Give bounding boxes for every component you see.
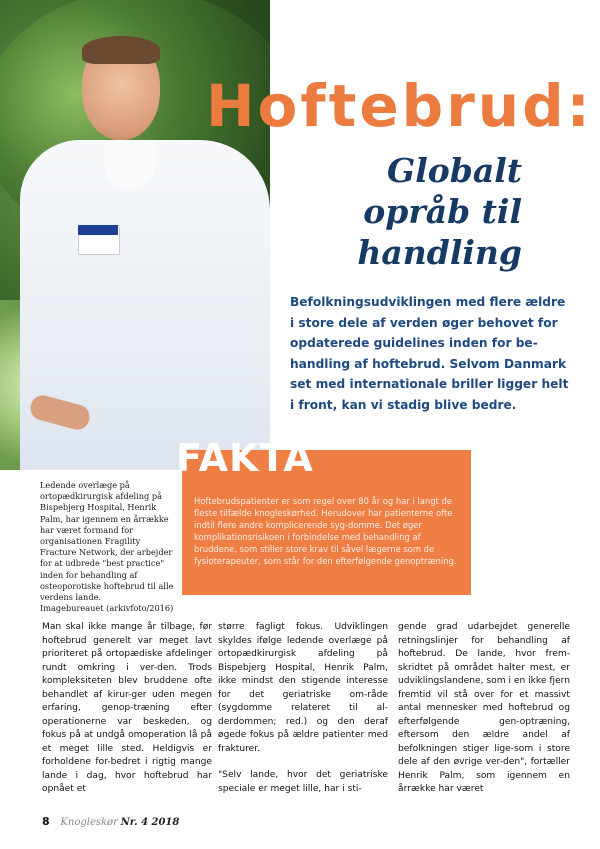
photo-caption xyxy=(40,480,178,614)
fakta-heading: FAKTA xyxy=(176,436,314,480)
caption-text: Ledende overlæge på ortopædkirurgisk afdeling på Bispebjerg Hospital, Henrik Palm, har igennem en årrække har været formand for organisationen Fragility Fracture Network, der arbejder for at udbrede "best practice" inden for behandling af osteoporotiske hoftebrud til alle verdens lande. xyxy=(40,480,174,603)
body-column-3 xyxy=(398,621,570,797)
issue-number: Nr. 4 2018 xyxy=(120,817,180,828)
body-column-1 xyxy=(42,621,212,797)
lead-line: handling af hoftebrud. Selvom Danmark xyxy=(290,356,567,371)
subtitle-line: handling xyxy=(357,233,522,272)
subtitle-line: opråb til xyxy=(363,192,522,231)
body-paragraph: gende grad udarbejdet generelle retningslinjer for behandling af hoftebrud. De lande, hvor frem-skridtet på området halter mest, er udviklingslandene, som i en ikke fjern fremtid vil stå over for et massivt antal mennesker med hoftebrud og efterfølgende gen-optræning, eftersom den ældre andel af befolkningen stiger lige-som i store dele af den øvrige ver-den", fortæller Henrik Palm, som igennem en årrække har været xyxy=(398,622,571,794)
lead-line: opdaterede guidelines inden for be- xyxy=(290,336,538,350)
article-subtitle xyxy=(300,150,522,273)
lead-line: i front, kan vi stadig blive bedre. xyxy=(290,397,517,412)
article-lead xyxy=(290,292,590,415)
page-number: 8 xyxy=(42,815,50,828)
fakta-text: Hoftebrudspatienter er som regel over 80 år og har i langt de fleste tilfælde knogleskørhed. Herudover har patienterne ofte indtil flere andre komplicerende syg-domme. Det øger komplikationsrisikoen i forbindelse med behandling af bruddene, som stiller store krav til såvel lægerne som de fysioterapeuter, som står for den efterfølgende genoptræning. xyxy=(194,496,457,566)
page-footer xyxy=(42,815,179,830)
body-paragraph: større fagligt fokus. Udviklingen skyldes ifølge ledende overlæge på ortopædkirurgisk afdeling på Bispebjerg Hospital, Henrik Palm, ikke mindst den stigende interesse for det geriatriske om-råde (sygdomme relateret til al-derdommen; red.) og den deraf øgede fokus på ældre patienter med frakturer. xyxy=(218,622,388,754)
body-paragraph: "Selv lande, hvor det geriatriske speciale er meget lille, har i sti- xyxy=(218,770,388,794)
photo-hair xyxy=(82,36,160,64)
photo-tshirt xyxy=(105,140,155,190)
cover-photo-doctor xyxy=(0,0,270,470)
lead-line: Befolkningsudviklingen med flere ældre xyxy=(290,295,566,309)
lead-line: i store dele af verden øger behovet for xyxy=(290,315,558,330)
photo-credit: Imagebureauet (arkivfoto/2016) xyxy=(40,603,174,614)
article-title: Hoftebrud: xyxy=(206,72,593,140)
lead-line: set med internationale briller ligger helt xyxy=(290,377,569,391)
photo-id-badge-stripe xyxy=(78,225,118,235)
subtitle-line: Globalt xyxy=(387,151,522,190)
magazine-name: Knogleskør xyxy=(60,817,118,828)
body-column-2 xyxy=(218,621,388,796)
body-paragraph: Man skal ikke mange år tilbage, før hoftebrud generelt var meget lavt prioriteret på ortopædiske afdelinger rundt omkring i ver-den. Trods kompleksiteten blev bruddene ofte behandlet af kirur-ger uden megen erfaring, genop-træning efter operationerne var beskeden, og fokus på at undgå omoperation lå på et meget lille sted. Heldigvis er forholdene for-bedret i rigtig mange lande i dag, hvor hoftebrud har opnået et xyxy=(42,622,212,794)
